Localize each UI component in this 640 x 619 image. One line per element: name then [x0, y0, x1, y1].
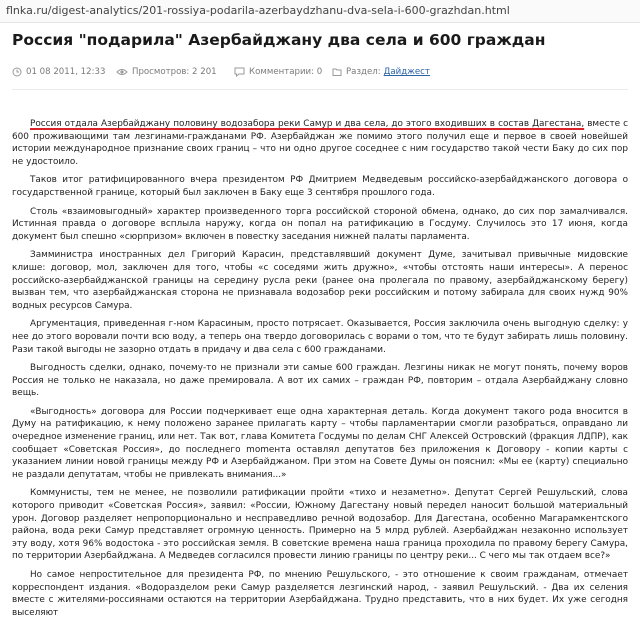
meta-date-text: 01 08 2011, 12:33: [26, 67, 106, 77]
paragraph: Столь «взаимовыгодный» характер произведенного торга российской стороной обмена, однако, до сих пор замалчивался. Истинная правда о договоре всплыла наружу, когда он попал на ратификацию в Госдуму. Случилось это 17 июня, когда документ был спешно «сюрпризом» включен в повестку заседания нижней палаты парламента.: [12, 206, 628, 242]
lead-rest-text: вместе с 600 проживающими там лезгинами-гражданами РФ. Азербайджан же помимо этого получил еще и первое в своей новейшей истории международное признание своих границ – что ни одно другое соседнее с ним государство такой чести Баку до сих пор не удостоило.: [12, 119, 628, 167]
article-meta: [12, 67, 628, 81]
paragraph: Но самое непростительное для президента РФ, по мнению Решульского, - это отношение к своим гражданам, отмечает корреспондент издания. «Водоразделом реки Самур разделяется лезгинский народ, - заявил Решульский. - Два их селения вместе с жителями-россиянами остаются на территории Азербайджана. Трудно представить, что в них будет. Их уже сегодня выселяют: [12, 570, 628, 618]
meta-views-text: Просмотров: 2 201: [132, 67, 217, 77]
address-bar[interactable]: [0, 0, 640, 23]
paragraph: Аргументация, приведенная г-ном Карасиным, просто потрясает. Оказывается, Россия заключила очень выгодную сделку: у нее до этого воровали почти всю воду, а теперь она твердо договорилась с ворами о том, что те будут забирать лишь половину. Рази такой выгоды не зазорно отдать в придачу и два села с 600 гражданами.: [12, 319, 628, 355]
paragraph: Таков итог ратифицированного вчера президентом РФ Дмитрием Медведевым российско-азербайджанского договора о государственной границе, который был заключен в Баку еще 3 сентября прошлого года.: [12, 175, 628, 198]
category-link[interactable]: Дайджест: [383, 67, 430, 77]
paragraph: Выгодность сделки, однако, почему-то не признали эти самые 600 граждан. Лезгины никак не могут понять, почему воров Россия не только не наказала, но даже премировала. А вот их самих – граждан РФ, повторим – отдала Азербайджану словно вещь.: [12, 363, 628, 399]
paragraph: Замминистра иностранных дел Григорий Карасин, представлявший документ Думе, зачитывал привычные мидовские клише: договор, мол, заключен для того, чтобы «с соседями жить дружно», «чтобы отстоять наши интересы». А перенос российско-азербайджанской границы на середину русла реки (ранее она пролегала по правому, азербайджанскому берегу) вызван тем, что азербайджанская сторона не признавала водозабор реки российским и потому забирала для своих нужд 90% водных ресурсов Самура.: [12, 250, 628, 311]
lead-paragraph: [12, 118, 628, 168]
paragraph: «Выгодность» договора для России подчеркивает еще одна характерная деталь. Когда документ такого рода вносится в Думу на ратификацию, к нему положено заранее прилагать карту – чтобы парламентарии смогли разобраться, оправдано ли очередное изменение границ, или нет. Так вот, глава Комитета Госдумы по делам СНГ Алексей Островский (фракция ЛДПР), как сообщает «Советская Россия», до последнего momента оставлял депутатов без приложения к Договору - копии карты с указанием линии новой границы между РФ и Азербайджаном. При этом на Совете Думы он пояснил: «Мы ее (карту) специально не раздали депутатам, чтобы не привлекать внимания...»: [12, 406, 628, 480]
url-text[interactable]: flnka.ru/digest-analytics/201-rossiya-podarila-azerbaydzhanu-dva-sela-i-600-grazhdan.html: [6, 4, 510, 17]
paragraph: Коммунисты, тем не менее, не позволили ратификации пройти «тихо и незаметно». Депутат Сергей Решульский, слова которого приводит «Советская Россия», заявил: «России, Южному Дагестану новый передел наносит большой материальный урон. Договор разделяет непропорционально и несправедливо речной водозабор. Для Дагестана, особенно Магарамкентского района, вода реки Самур представляет огромную ценность. Примерно на 5 млрд рублей. Азербайджан незаконно использует эту воду, хотя 96% водостока - это российская земля. В советские времена наша граница проходила по правому берегу Самура, по территории Азербайджана. А Медведев согласился провести линию границы по центру реки... С чего мы так отдаем все?»: [12, 488, 628, 562]
meta-date: [12, 67, 105, 77]
meta-views: [116, 67, 217, 77]
article-title: Россия "подарила" Азербайджану два села и 600 граждан: [12, 31, 546, 49]
lead-highlighted-text: Россия отдала Азербайджану половину водозабора реки Самур и два села, до этого входивших в состав Дагестана,: [30, 119, 585, 129]
meta-category: [332, 67, 430, 77]
clock-icon: [12, 67, 22, 77]
comment-icon: [234, 67, 245, 77]
meta-category-label: Раздел:: [346, 67, 381, 77]
meta-comments: [234, 67, 322, 77]
eye-icon: [116, 67, 128, 77]
folder-icon: [332, 67, 342, 77]
title-divider: [12, 89, 628, 90]
article-body: [12, 118, 628, 618]
meta-comments-text: Комментарии: 0: [249, 67, 323, 77]
